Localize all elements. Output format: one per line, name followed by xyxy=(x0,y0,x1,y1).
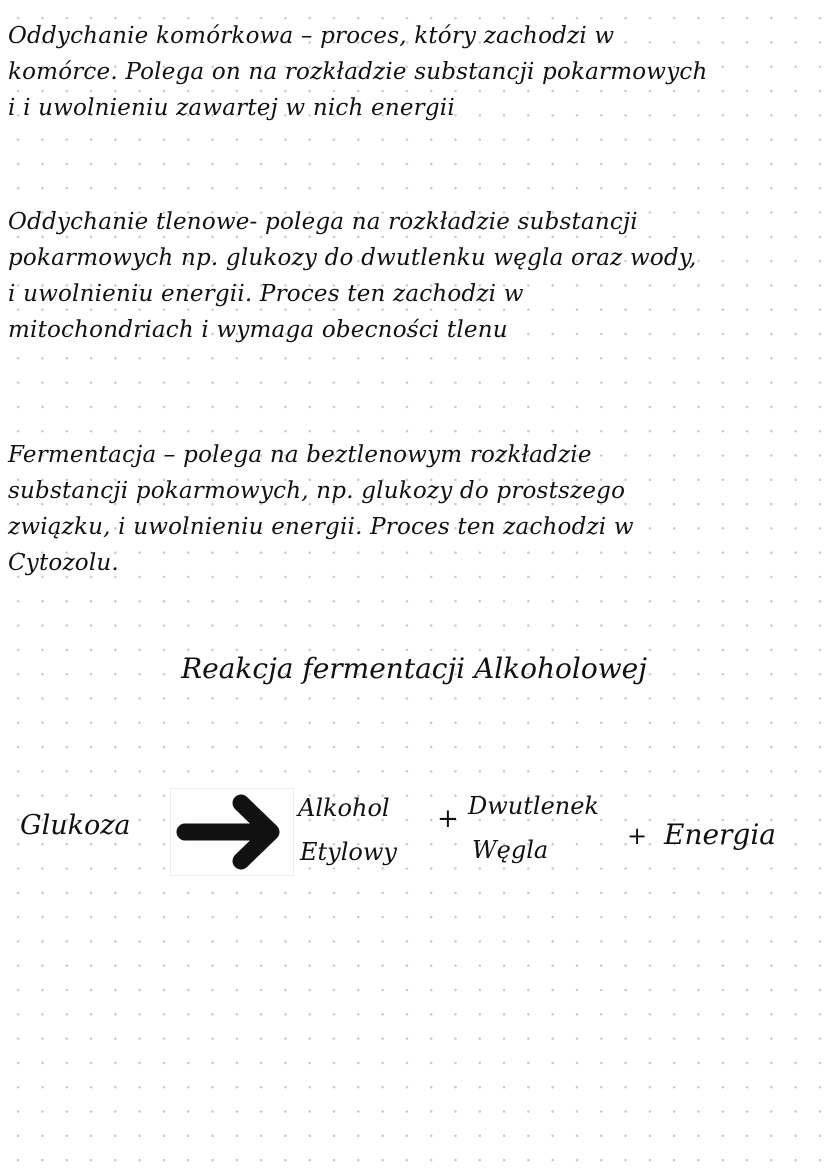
product-dwutlenek-line2: Węgla xyxy=(472,836,549,864)
paragraph-fermentacja xyxy=(8,437,634,581)
text-line: i uwolnieniu energii. Proces ten zachodzi w xyxy=(8,281,524,307)
text-line: mitochondriach i wymaga obecności tlenu xyxy=(8,317,508,343)
right-arrow-icon xyxy=(170,788,294,876)
text-line: Cytozolu. xyxy=(8,550,119,576)
product-alkohol-line1: Alkohol xyxy=(298,794,390,822)
text-line: komórce. Polega on na rozkładzie substancji pokarmowych xyxy=(8,59,708,85)
text-line: pokarmowych np. glukozy do dwutlenku węgla oraz wody, xyxy=(8,245,697,271)
text-line: substancji pokarmowych, np. glukozy do prostszego xyxy=(8,478,626,504)
text-line: Oddychanie komórkowa – proces, który zachodzi w xyxy=(8,23,615,49)
plus-sign: + xyxy=(437,804,459,834)
paragraph-oddychanie-komorkowe xyxy=(8,18,707,126)
paragraph-oddychanie-tlenowe xyxy=(8,204,697,348)
plus-sign: + xyxy=(627,822,648,850)
reaction-title: Reakcja fermentacji Alkoholowej xyxy=(181,652,647,685)
text-line: Fermentacja – polega na beztlenowym rozkładzie xyxy=(8,442,592,468)
text-line: i i uwolnieniu zawartej w nich energii xyxy=(8,95,455,121)
text-line: związku, i uwolnieniu energii. Proces ten zachodzi w xyxy=(8,514,634,540)
text-line: Oddychanie tlenowe- polega na rozkładzie substancji xyxy=(8,209,638,235)
product-dwutlenek-line1: Dwutlenek xyxy=(468,792,599,820)
product-energia: Energia xyxy=(664,818,776,851)
product-alkohol-line2: Etylowy xyxy=(300,838,397,866)
reaction-substrate: Glukoza xyxy=(20,810,131,841)
